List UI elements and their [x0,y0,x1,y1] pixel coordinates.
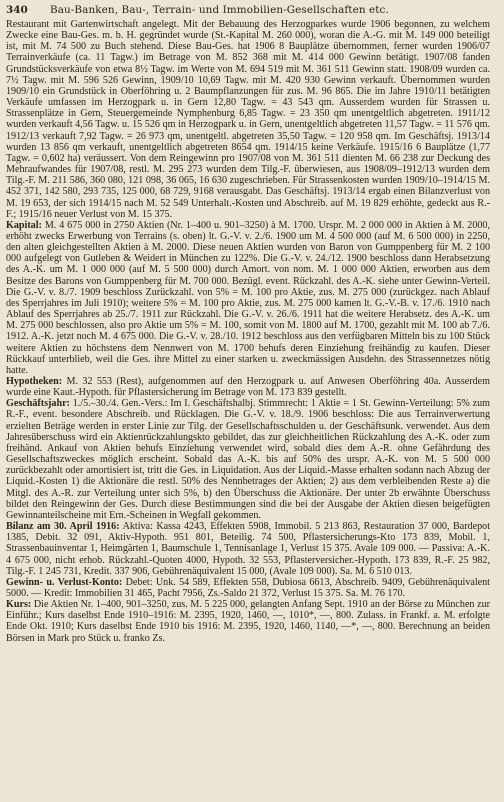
running-title: Bau-Banken, Bau-, Terrain- und Immobilien-Gesellschaften etc. [50,4,389,16]
paragraph-text: Restaurant mit Gartenwirtschaft angelegt. Mit der Bebauung des Herzogparkes wurde 1906 begonnen, zu welchem Zwecke eine Bau-Ges. m. b. H. gegründet wurde (St.-Kapital M. 260 000), woran die A.-G. mit M. 149 000 beteiligt ist, mit M. 74 500 zu Buch stehend. Diese Bau-Ges. hat 1906 8 Bauplätze übernommen, ferner wurden 1906/07 Terrainverkäufe (ca. 11 Tagw.) im Betrage von M. 852 368 mit M. 414 000 Gewinn betätigt. 1907/08 fanden Grundstücksverkäufe von etwa 8½ Tagw. im Werte von M. 694 519 mit M. 361 511 Gewinn statt. 1908/09 wurden ca. 7½ Tagw. mit M. 596 526 Gewinn, 1909/10 10,69 Tagw. mit M. 420 930 Gewinn verkauft. Übernommen wurden 1909/10 ein Grundstück in Oberföhring u. 2 Baumpflanzungen für zus. M. 96 865. Die im Jahre 1910/11 betätigten Verkäufe umfassen im Herzogpark u. in Gern 12,80 Tagw. = 43 543 qm. Ausserdem wurden für Strassen u. Strassenplätze in Gern, Steuergemeinde Nymphenburg 6,85 Tagw. = 23 350 qm unentgeltlich abgetreten. 1911/12 wurden verkauft 4,56 Tagw. u. 15 526 qm in Herzogpark u. in Gern, unentgeltlich abgetreten 11,57 Tagw. = 11 576 qm. 1912/13 verkauft 7,92 Tagw. = 26 973 qm, unentgeltl. abgetreten 35,50 Tagw. = 120 958 qm. Im Geschäftsj. 1913/14 wurden 13 856 qm verkauft, unentgeltlich abgetreten 8654 qm. 1914/15 keine Verkäufe. 1915/16 6 Bauplätze (1,77 Tagw. = 0,602 ha) veräussert. Von dem Reingewinn pro 1907/08 von M. 361 511 dienten M. 66 238 zur Deckung des Mehraufwandes für 1907/08, restl. M. 295 273 wurden dem Tilg.-F. überwiesen, aus 1908/09–1912/13 wurden dem Tilg.-F. M. 211 586, 360 080, 121 098, 36 065, 16 630 zugeschrieben. Für Strassenkosten wurden 1909/10–1914/15 M. 452 371, 142 580, 293 735, 125 000, 68 729, 9168 verausgabt. Das Geschäftsj. 1913/14 ergab einen Bilanzverlust von M. 19 653, der sich 1914/15 nach M. 52 549 Unterhalt.-Kosten und Abschreib. auf M. 19 829 erhöhte, gedeckt aus R.-F.; 1915/16 neuer Verlust von M. 15 375. [6,19,490,220]
paragraph-text: M. 32 553 (Rest), aufgenommen auf den Herzogpark u. auf Anwesen Oberföhring 40a. Ausserdem wurde eine Kaut.-Hypoth. für Pflastersicherung im Betrage von M. 173 839 gestellt. [6,376,490,399]
paragraph-geschaeftsjahr [6,398,490,521]
paragraph-text: Aktiva: Kassa 4243, Effekten 5908, Immobil. 5 213 863, Restauration 37 000, Bardepot 1385, Debit. 32 091, Aktiv-Hypoth. 951 801, Beteilig. 74 500, Pflastersicherungs-Kto 173 839, Mobil. 1, Strassenbauinventar 1, Heimgärten 1, Baumschule 1, Tennisanlage 1, Verlust 15 375. Avale 109 000. — Passiva: A.-K. 4 675 000, nicht erhob. Rückzahl.-Quoten 4000, Hypoth. 32 553, Pflasterversicher.-Hypoth. 173 839, R.-F. 25 982, Tilg.-F. 1 245 731, Kredit. 337 906, Gebührenäquivalent 15 000, (Avale 109 000). Sa. M. 6 510 013. [6,521,490,577]
paragraph-label: Kapital: [6,219,42,231]
paragraph-kapital [6,220,490,376]
paragraph-label: Geschäftsjahr: [6,398,70,410]
paragraph-text: Die Aktien Nr. 1–400, 901–3250, zus. M. 5 225 000, gelangten Anfang Sept. 1910 an der Börse zu München zur Einführ.; Kurs daselbst Ende 1910–1916: M. 2395, 1920, 1460, —, 1010*, —, 800. Zulass. in Frankf. a. M. erfolgte Ende Okt. 1910; Kurs daselbst Ende 1910 bis 1916: M. 2395, 1920, 1460, 1140, —*, —, 800. Berechnung an beiden Börsen in Mark pro Stück u. franko Zs. [6,599,490,644]
paragraph-hypotheken [6,376,490,398]
page-number: 340 [6,4,28,16]
paragraph-description [6,19,490,220]
paragraph-label: Gewinn- u. Verlust-Konto: [6,576,123,588]
body-text [6,19,490,644]
page-header [6,4,490,17]
paragraph-label: Hypotheken: [6,376,63,387]
paragraph-text: M. 4 675 000 in 2750 Aktien (Nr. 1–400 u. 901–3250) à M. 1700. Urspr. M. 2 000 000 in Aktien à M. 2000, erhöht zwecks Erwerbung von Terrains (s. oben) lt. G.-V. v. 2./6. 1900 um M. 4 500 000 (auf M. 6 500 000) in 2250, den alten gleichgestellten Aktien à M. 2000. Diese neuen Aktien wurden von Baron von Gumppenberg für M. 2 100 000 aufgelegt von Gutleben & Weidert in München zu 122%. Die G.-V. v. 24./12. 1900 beschloss dann Herabsetzung des A.-K. um M. 1 000 000 (auf M. 5 500 000) durch Amort. von nom. M. 1 000 000 Aktien, erworben aus dem Besitze des Barons von Gumppenberg für M. 700 000. Bezügl. event. Rückzahl. des A.-K. siehe unter Gewinn-Verteil. Die G.-V. v. 8./7. 1909 beschloss Zurückzahl. von 5% = M. 100 pro Aktie, zus. M. 275 000 (zurückgez. nach Ablauf des Sperrjahres im Juli 1910); weitere 5% = M. 100 pro Aktie, zus. M. 275 000 kamen lt. G.-V.-B. v. 17./6. 1910 nach Ablauf des Sperrjahres ab 25./7. 1911 zur Rückzahl. Die G.-V. v. 26./6. 1911 hat die weitere Herabsetz. des A.-K. um M. 275 000 beschlossen, also pro Aktie um 5% = M. 100, somit von M. 1800 auf M. 1700, gezahlt mit M. 100 ab 7./6. 1912. A.-K. jetzt noch M. 4 675 000. Die G.-V. v. 28./10. 1912 beschloss aus den verfügbaren Mitteln bis zu 100 Stück weitere Aktien zu höchstens dem Nennwert von M. 1700 behufs deren Einziehung freihändig zu kaufen. Dieser Rückkauf unterblieb, weil die Ges. ihre Mittel zu einer starken u. zweckmässigen Ausdehn. des Strassennetzes nötig hatte. [6,219,490,376]
paragraph-gewinn-verlust [6,577,490,599]
paragraph-text: Debet: Unk. 54 589, Effekten 558, Dubiosa 6613, Abschreib. 9409, Gebührenäquivalent 5000. — Kredit: Immobilien 31 465, Pacht 7956, Zs.-Saldo 21 372, Verlust 15 375. Sa. M. 76 170. [6,576,490,599]
paragraph-label: Bilanz am 30. April 1916: [6,521,120,533]
paragraph-bilanz [6,521,490,577]
paragraph-label: Kurs: [6,599,32,611]
paragraph-text: 1./5.–30./4. Gen.-Vers.: Im I. Geschäftshalbj. Stimmrecht: 1 Aktie = 1 St. Gewinn-Verteilung: 5% zum R.-F., event. besondere Abschreib. und Rücklagen. Die G.-V. v. 18./9. 1906 beschloss: Die aus Terrainverwertung erzielten Beträge werden in erster Linie zur Tilg. der Gesellschaftsschulden u. der Geschäftsunk. verwendet. Aus dem Jahresüberschuss wird ein Aktienrückzahlungskto gebildet, das zur gleichheitlichen Rückzahlung des A.-K. oder zum freihänd. Ankauf von Aktien behufs Einziehung verwendet wird, sobald dies dem A.-R. ohne Gefährdung des Gesellschaftszweckes möglich erscheint. Sobald das A.-K. bis auf 50% des urspr. A.-K. von M. 5 500 000 zurückbezahlt oder amortisiert ist, tritt die Ges. in Liquidation. Aus der Liquid.-Masse erhalten sodann nach Abzug der Liquid.-Kosten 1) die Aktionäre die restl. 50% des Nennbetrages der Aktien; 2) aus dem verbleibenden Reste a) die Mitgl. des A.-R. zur Verteilung unter sich 5%, b) den Überschuss die Aktionäre. Der unter 2b erwähnte Überschuss bildet den Reingewinn der Ges. Durch diese Bestimmungen sind die bei der Ausgabe der Aktien diesen beigefügten Gewinnanteilscheine mit Ern.-Scheinen in Wegfall gekommen. [6,398,490,521]
paragraph-kurs [6,599,490,644]
